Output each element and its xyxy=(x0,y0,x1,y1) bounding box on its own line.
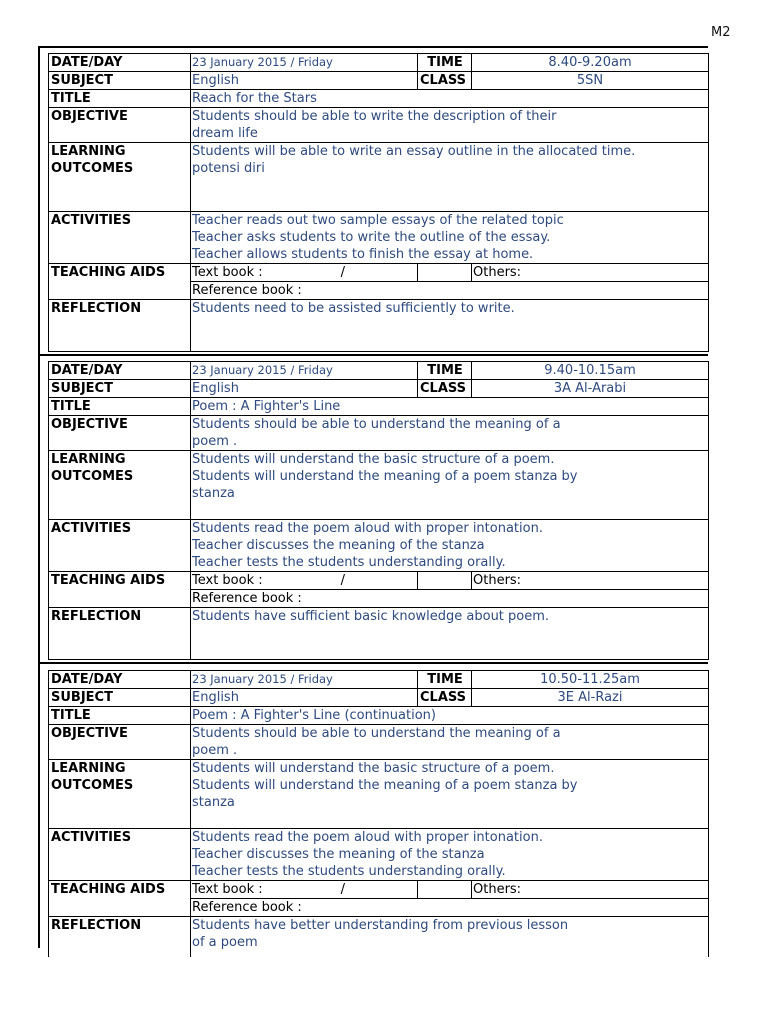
activity-line: Teacher asks students to write the outline of the essay. xyxy=(192,230,551,245)
reflection-line: of a poem xyxy=(192,935,258,950)
activity-line: Teacher allows students to finish the essay at home. xyxy=(192,247,534,262)
reflection-line: Students have sufficient basic knowledge about poem. xyxy=(192,609,550,624)
outcome-line: Students will understand the basic structure of a poem. xyxy=(192,452,555,467)
outcome-line: Students will understand the basic structure of a poem. xyxy=(192,761,555,776)
label-reflection: REFLECTION xyxy=(49,917,191,957)
label-title: TITLE xyxy=(49,90,191,108)
top-rule-3 xyxy=(38,662,708,664)
objective-line: Students should be able to understand the meaning of a xyxy=(192,417,561,432)
label-reflection: REFLECTION xyxy=(49,300,191,352)
plan1-text-book xyxy=(191,264,418,282)
plan2-title: Poem : A Fighter's Line xyxy=(191,398,709,416)
objective-line: Students should be able to understand the meaning of a xyxy=(192,726,561,741)
label-date: DATE/DAY xyxy=(49,54,191,72)
label-teaching-aids-cont xyxy=(49,590,191,608)
label-time: TIME xyxy=(418,362,472,380)
label-objective: OBJECTIVE xyxy=(49,416,191,451)
lesson-plan-2 xyxy=(48,361,709,660)
label-subject: SUBJECT xyxy=(49,72,191,90)
label-learning: LEARNING xyxy=(51,761,126,776)
lesson-plan-1 xyxy=(48,53,709,352)
slash: / xyxy=(340,573,346,588)
lesson-plan-3 xyxy=(48,670,709,957)
label-teaching-aids: TEACHING AIDS xyxy=(49,572,191,590)
label-activities: ACTIVITIES xyxy=(49,520,191,572)
plan3-class: 3E Al-Razi xyxy=(472,689,709,707)
plan1-class: 5SN xyxy=(472,72,709,90)
plan3-reflection xyxy=(191,917,709,957)
activity-line: Teacher tests the students understanding orally. xyxy=(192,555,506,570)
text-book-label: Text book : xyxy=(192,882,263,897)
plan2-aids-blank xyxy=(418,572,472,590)
page-code: M2 xyxy=(711,25,731,40)
label-outcomes: OUTCOMES xyxy=(51,778,134,793)
label-title: TITLE xyxy=(49,707,191,725)
plan1-objective xyxy=(191,108,709,143)
label-time: TIME xyxy=(418,54,472,72)
label-learning: LEARNING xyxy=(51,144,126,159)
plan1-reflection xyxy=(191,300,709,352)
plan2-others: Others: xyxy=(472,572,709,590)
plan3-subject: English xyxy=(191,689,418,707)
plan2-reflection xyxy=(191,608,709,660)
plan2-subject: English xyxy=(191,380,418,398)
plan2-time: 9.40-10.15am xyxy=(472,362,709,380)
label-class: CLASS xyxy=(418,380,472,398)
plan3-date: 23 January 2015 / Friday xyxy=(191,671,418,689)
label-activities: ACTIVITIES xyxy=(49,829,191,881)
outcome-line: stanza xyxy=(192,795,235,810)
label-time: TIME xyxy=(418,671,472,689)
plan1-others: Others: xyxy=(472,264,709,282)
label-reflection: REFLECTION xyxy=(49,608,191,660)
label-activities: ACTIVITIES xyxy=(49,212,191,264)
label-learning-outcomes xyxy=(49,451,191,520)
label-learning-outcomes xyxy=(49,143,191,212)
label-class: CLASS xyxy=(418,689,472,707)
label-teaching-aids: TEACHING AIDS xyxy=(49,881,191,899)
label-outcomes: OUTCOMES xyxy=(51,161,134,176)
activity-line: Teacher discusses the meaning of the stanza xyxy=(192,847,485,862)
plan1-date: 23 January 2015 / Friday xyxy=(191,54,418,72)
outcome-line: Students will understand the meaning of a poem stanza by xyxy=(192,469,578,484)
plan3-others: Others: xyxy=(472,881,709,899)
plan1-activities xyxy=(191,212,709,264)
plan1-title: Reach for the Stars xyxy=(191,90,709,108)
slash: / xyxy=(340,882,346,897)
plan3-outcomes xyxy=(191,760,709,829)
objective-line: poem . xyxy=(192,743,238,758)
slash: / xyxy=(340,265,346,280)
activity-line: Teacher discusses the meaning of the stanza xyxy=(192,538,485,553)
outcome-line: stanza xyxy=(192,486,235,501)
label-objective: OBJECTIVE xyxy=(49,725,191,760)
label-outcomes: OUTCOMES xyxy=(51,469,134,484)
label-date: DATE/DAY xyxy=(49,671,191,689)
label-teaching-aids-cont xyxy=(49,899,191,917)
text-book-label: Text book : xyxy=(192,265,263,280)
plan2-reference-book: Reference book : xyxy=(191,590,709,608)
plan3-aids-blank xyxy=(418,881,472,899)
outcome-line: potensi diri xyxy=(192,161,265,176)
activity-line: Students read the poem aloud with proper intonation. xyxy=(192,830,543,845)
plan2-text-book xyxy=(191,572,418,590)
plan3-title: Poem : A Fighter's Line (continuation) xyxy=(191,707,709,725)
plan1-time: 8.40-9.20am xyxy=(472,54,709,72)
plan1-reference-book: Reference book : xyxy=(191,282,709,300)
objective-line: Students should be able to write the description of their xyxy=(192,109,557,124)
label-title: TITLE xyxy=(49,398,191,416)
outcome-line: Students will be able to write an essay outline in the allocated time. xyxy=(192,144,636,159)
top-rule-2 xyxy=(38,354,708,356)
label-teaching-aids-cont xyxy=(49,282,191,300)
label-subject: SUBJECT xyxy=(49,380,191,398)
label-objective: OBJECTIVE xyxy=(49,108,191,143)
label-learning: LEARNING xyxy=(51,452,126,467)
activity-line: Teacher reads out two sample essays of the related topic xyxy=(192,213,564,228)
objective-line: poem . xyxy=(192,434,238,449)
label-date: DATE/DAY xyxy=(49,362,191,380)
left-rule xyxy=(38,46,40,948)
activity-line: Students read the poem aloud with proper intonation. xyxy=(192,521,543,536)
plan3-activities xyxy=(191,829,709,881)
plan2-outcomes xyxy=(191,451,709,520)
plan1-aids-blank xyxy=(418,264,472,282)
plan1-subject: English xyxy=(191,72,418,90)
plan3-text-book xyxy=(191,881,418,899)
text-book-label: Text book : xyxy=(192,573,263,588)
plan3-objective xyxy=(191,725,709,760)
plan2-date: 23 January 2015 / Friday xyxy=(191,362,418,380)
plan2-class: 3A Al-Arabi xyxy=(472,380,709,398)
label-subject: SUBJECT xyxy=(49,689,191,707)
plan2-objective xyxy=(191,416,709,451)
plan3-reference-book: Reference book : xyxy=(191,899,709,917)
label-class: CLASS xyxy=(418,72,472,90)
objective-line: dream life xyxy=(192,126,258,141)
activity-line: Teacher tests the students understanding orally. xyxy=(192,864,506,879)
reflection-line: Students need to be assisted sufficiently to write. xyxy=(192,301,515,316)
outcome-line: Students will understand the meaning of a poem stanza by xyxy=(192,778,578,793)
top-rule-1 xyxy=(38,46,708,48)
label-teaching-aids: TEACHING AIDS xyxy=(49,264,191,282)
reflection-line: Students have better understanding from previous lesson xyxy=(192,918,569,933)
label-learning-outcomes xyxy=(49,760,191,829)
plan1-outcomes xyxy=(191,143,709,212)
plan2-activities xyxy=(191,520,709,572)
plan3-time: 10.50-11.25am xyxy=(472,671,709,689)
